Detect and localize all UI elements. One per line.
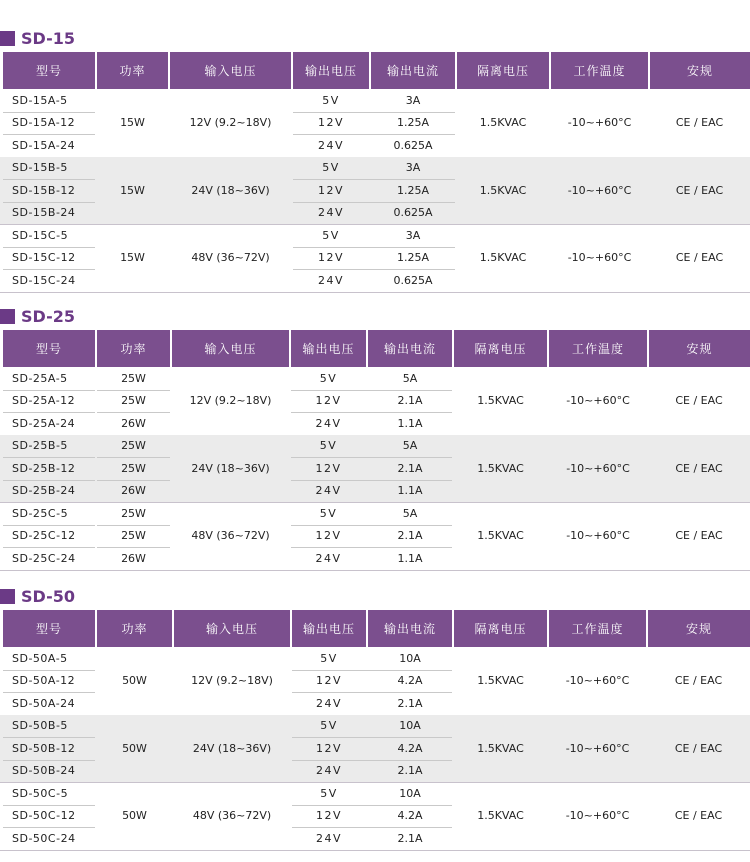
output-current-cell: 2.1A: [397, 394, 423, 408]
model-cell: SD-15C-12: [12, 251, 76, 265]
column-header: 型号: [3, 52, 95, 89]
model-cell: SD-25A-24: [12, 416, 76, 430]
model-cell: SD-15B-5: [12, 161, 68, 175]
column-header: 输出电压: [291, 330, 366, 367]
power-cell: 26W: [121, 484, 146, 498]
output-current-cell: 3A: [405, 93, 421, 107]
column-header: 型号: [3, 330, 95, 367]
model-cell: SD-25C-24: [12, 551, 76, 565]
section-square-icon: [0, 31, 15, 46]
power-cell: 15W: [120, 116, 145, 130]
model-cell: SD-15B-12: [12, 183, 76, 197]
power-cell: 25W: [121, 506, 146, 520]
output-voltage-cell: 24V: [315, 696, 343, 710]
operating-temp-cell: -10~+60°C: [567, 251, 632, 265]
group-divider: [0, 292, 750, 293]
output-current-cell: 1.1A: [397, 416, 423, 430]
output-voltage-cell: 5V: [322, 93, 340, 107]
model-cell: SD-15A-24: [12, 138, 76, 152]
certification-cell: CE / EAC: [674, 674, 723, 688]
model-cell: SD-50A-5: [12, 651, 68, 665]
group-divider: [0, 850, 750, 851]
model-cell: SD-25A-5: [12, 371, 68, 385]
output-voltage-cell: 12V: [317, 116, 345, 130]
power-cell: 25W: [121, 394, 146, 408]
output-current-cell: 10A: [399, 651, 421, 665]
input-voltage-cell: 48V (36~72V): [191, 251, 270, 265]
output-current-cell: 4.2A: [397, 741, 423, 755]
output-voltage-cell: 24V: [315, 831, 343, 845]
model-cell: SD-50A-24: [12, 696, 76, 710]
section-square-icon: [0, 589, 15, 604]
operating-temp-cell: -10~+60°C: [565, 809, 630, 823]
output-current-cell: 3A: [405, 228, 421, 242]
model-cell: SD-15C-24: [12, 273, 76, 287]
input-voltage-cell: 12V (9.2~18V): [191, 674, 273, 688]
output-voltage-cell: 12V: [315, 529, 342, 543]
table-header: [0, 330, 750, 367]
output-voltage-cell: 12V: [317, 251, 345, 265]
output-voltage-cell: 12V: [317, 183, 345, 197]
output-current-cell: 10A: [399, 719, 421, 733]
certification-cell: CE / EAC: [675, 116, 724, 130]
power-cell: 15W: [120, 251, 145, 265]
isolation-voltage-cell: 1.5KVAC: [477, 529, 524, 543]
output-voltage-cell: 5V: [319, 506, 338, 520]
column-header: 安规: [649, 330, 750, 367]
output-current-cell: 2.1A: [397, 529, 423, 543]
input-voltage-cell: 24V (18~36V): [192, 741, 272, 755]
column-header: 功率: [97, 52, 168, 89]
output-current-cell: 2.1A: [397, 831, 423, 845]
column-header: 功率: [97, 610, 172, 647]
model-cell: SD-15B-24: [12, 206, 76, 220]
isolation-voltage-cell: 1.5KVAC: [477, 809, 524, 823]
operating-temp-cell: -10~+60°C: [566, 394, 630, 408]
certification-cell: CE / EAC: [675, 394, 723, 408]
output-current-cell: 1.25A: [396, 251, 430, 265]
column-header: 输出电压: [293, 52, 369, 89]
column-header: 输出电流: [368, 330, 452, 367]
section-title-text: SD-50: [21, 586, 76, 606]
output-current-cell: 5A: [402, 371, 418, 385]
output-voltage-cell: 24V: [315, 551, 342, 565]
model-cell: SD-25B-24: [12, 484, 76, 498]
output-current-cell: 2.1A: [397, 696, 423, 710]
output-current-cell: 5A: [402, 506, 418, 520]
table-header: [0, 610, 750, 647]
model-cell: SD-25B-5: [12, 439, 68, 453]
input-voltage-cell: 24V (18~36V): [191, 461, 270, 475]
group-divider: [0, 570, 750, 571]
column-header: 输入电压: [174, 610, 290, 647]
output-voltage-cell: 12V: [315, 394, 342, 408]
model-cell: SD-50C-24: [12, 831, 76, 845]
output-voltage-cell: 12V: [315, 674, 343, 688]
model-cell: SD-15A-12: [12, 116, 76, 130]
output-current-cell: 0.625A: [393, 138, 433, 152]
output-current-cell: 1.1A: [397, 551, 423, 565]
output-voltage-cell: 12V: [315, 741, 343, 755]
model-cell: SD-50C-5: [12, 786, 69, 800]
operating-temp-cell: -10~+60°C: [565, 741, 630, 755]
output-current-cell: 0.625A: [393, 206, 433, 220]
operating-temp-cell: -10~+60°C: [566, 529, 630, 543]
output-current-cell: 2.1A: [397, 461, 423, 475]
isolation-voltage-cell: 1.5KVAC: [479, 251, 527, 265]
output-voltage-cell: 12V: [315, 809, 343, 823]
certification-cell: CE / EAC: [674, 741, 723, 755]
output-current-cell: 5A: [402, 439, 418, 453]
output-voltage-cell: 24V: [317, 138, 345, 152]
column-header: 隔离电压: [454, 610, 547, 647]
isolation-voltage-cell: 1.5KVAC: [477, 674, 524, 688]
model-cell: SD-50C-12: [12, 809, 76, 823]
output-voltage-cell: 24V: [317, 206, 345, 220]
power-cell: 15W: [120, 183, 145, 197]
input-voltage-cell: 48V (36~72V): [191, 529, 270, 543]
output-current-cell: 2.1A: [397, 764, 423, 778]
section-title-text: SD-25: [21, 306, 76, 326]
output-current-cell: 0.625A: [393, 273, 433, 287]
output-current-cell: 10A: [399, 786, 421, 800]
input-voltage-cell: 12V (9.2~18V): [189, 116, 272, 130]
column-header: 工作温度: [549, 610, 646, 647]
output-voltage-cell: 5V: [322, 228, 340, 242]
operating-temp-cell: -10~+60°C: [566, 461, 630, 475]
column-header: 输入电压: [172, 330, 289, 367]
isolation-voltage-cell: 1.5KVAC: [477, 741, 524, 755]
column-header: 型号: [3, 610, 95, 647]
section-square-icon: [0, 309, 15, 324]
column-header: 输入电压: [170, 52, 291, 89]
column-header: 工作温度: [549, 330, 647, 367]
output-voltage-cell: 5V: [320, 651, 338, 665]
output-current-cell: 4.2A: [397, 809, 423, 823]
isolation-voltage-cell: 1.5KVAC: [479, 116, 527, 130]
section-title: [0, 586, 75, 606]
column-header: 隔离电压: [457, 52, 549, 89]
model-cell: SD-50B-12: [12, 741, 76, 755]
output-current-cell: 4.2A: [397, 674, 423, 688]
power-cell: 50W: [122, 741, 147, 755]
certification-cell: CE / EAC: [675, 529, 723, 543]
model-cell: SD-15A-5: [12, 93, 68, 107]
column-header: 工作温度: [551, 52, 648, 89]
output-voltage-cell: 5V: [319, 439, 338, 453]
output-current-cell: 1.1A: [397, 484, 423, 498]
column-header: 安规: [648, 610, 750, 647]
output-voltage-cell: 5V: [322, 161, 340, 175]
power-cell: 50W: [122, 809, 147, 823]
model-cell: SD-25C-5: [12, 506, 69, 520]
output-voltage-cell: 5V: [320, 719, 338, 733]
output-current-cell: 1.25A: [396, 116, 430, 130]
output-voltage-cell: 12V: [315, 461, 342, 475]
operating-temp-cell: -10~+60°C: [567, 116, 632, 130]
output-voltage-cell: 5V: [320, 786, 338, 800]
model-cell: SD-25A-12: [12, 394, 76, 408]
column-header: 安规: [650, 52, 750, 89]
power-cell: 25W: [121, 529, 146, 543]
column-header: 隔离电压: [454, 330, 547, 367]
operating-temp-cell: -10~+60°C: [565, 674, 630, 688]
power-cell: 26W: [121, 416, 146, 430]
power-cell: 25W: [121, 461, 146, 475]
output-voltage-cell: 24V: [317, 273, 345, 287]
section-title-text: SD-15: [21, 28, 76, 48]
model-cell: SD-25B-12: [12, 461, 76, 475]
output-voltage-cell: 24V: [315, 764, 343, 778]
section-title: [0, 306, 75, 326]
isolation-voltage-cell: 1.5KVAC: [477, 394, 524, 408]
section-title: [0, 28, 75, 48]
output-current-cell: 3A: [405, 161, 421, 175]
table-header: [0, 52, 750, 89]
model-cell: SD-50B-24: [12, 764, 76, 778]
output-voltage-cell: 5V: [319, 371, 338, 385]
input-voltage-cell: 48V (36~72V): [192, 809, 272, 823]
column-header: 功率: [97, 330, 170, 367]
power-cell: 25W: [121, 439, 146, 453]
input-voltage-cell: 24V (18~36V): [191, 183, 270, 197]
model-cell: SD-25C-12: [12, 529, 76, 543]
certification-cell: CE / EAC: [674, 809, 723, 823]
output-voltage-cell: 24V: [315, 484, 342, 498]
operating-temp-cell: -10~+60°C: [567, 183, 632, 197]
column-header: 输出电流: [368, 610, 452, 647]
certification-cell: CE / EAC: [675, 183, 724, 197]
model-cell: SD-15C-5: [12, 228, 69, 242]
column-header: 输出电压: [292, 610, 366, 647]
power-cell: 50W: [122, 674, 147, 688]
power-cell: 25W: [121, 371, 146, 385]
model-cell: SD-50A-12: [12, 674, 76, 688]
isolation-voltage-cell: 1.5KVAC: [479, 183, 527, 197]
power-cell: 26W: [121, 551, 146, 565]
input-voltage-cell: 12V (9.2~18V): [189, 394, 272, 408]
output-voltage-cell: 24V: [315, 416, 342, 430]
column-header: 输出电流: [371, 52, 455, 89]
certification-cell: CE / EAC: [675, 461, 723, 475]
output-current-cell: 1.25A: [396, 183, 430, 197]
certification-cell: CE / EAC: [675, 251, 724, 265]
model-cell: SD-50B-5: [12, 719, 68, 733]
isolation-voltage-cell: 1.5KVAC: [477, 461, 524, 475]
